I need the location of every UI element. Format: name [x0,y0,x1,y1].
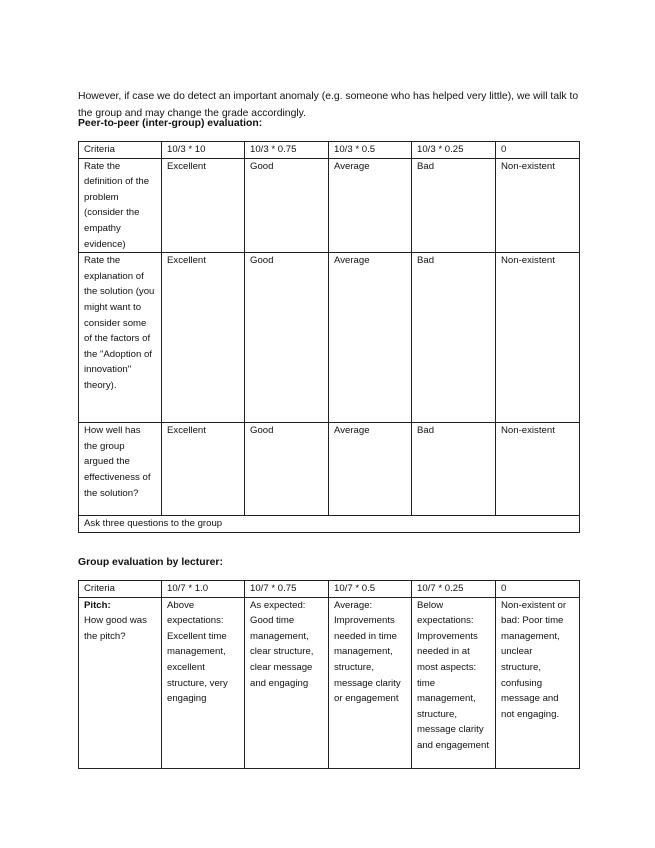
ask-questions-cell: Ask three questions to the group [79,516,580,533]
peer-evaluation-table [78,141,580,533]
peer-evaluation-heading: Peer-to-peer (inter-group) evaluation: [78,118,263,129]
table-cell: Below expectations: Improvements needed in at most aspects: time management, structure, message clarity and engagement [412,597,496,768]
column-header: Criteria [79,142,162,159]
table-cell: Non-existent [496,158,580,253]
column-header: 10/7 * 0.75 [245,581,329,598]
column-header: 10/3 * 10 [162,142,245,159]
column-header: 10/3 * 0.25 [412,142,496,159]
column-header: 10/3 * 0.75 [245,142,329,159]
table-header-row [79,142,580,159]
table-cell: Excellent [162,253,245,423]
column-header: Criteria [79,581,162,598]
table-header-row [79,581,580,598]
criteria-text: How good was the pitch? [84,615,147,642]
table-row [79,158,580,253]
lecturer-evaluation-heading: Group evaluation by lecturer: [78,557,223,568]
column-header: 0 [496,142,580,159]
table-cell: Average [329,158,412,253]
table-cell: As expected: Good time management, clear structure, clear message and engaging [245,597,329,768]
column-header: 10/7 * 0.5 [329,581,412,598]
table-row [79,423,580,516]
column-header: 10/3 * 0.5 [329,142,412,159]
criteria-cell: How well has the group argued the effectiveness of the solution? [79,423,162,516]
table-cell: Average: Improvements needed in time management, structure, message clarity or engagement [329,597,412,768]
column-header: 10/7 * 0.25 [412,581,496,598]
criteria-cell [79,597,162,768]
table-cell: Good [245,253,329,423]
intro-paragraph: However, if case we do detect an important anomaly (e.g. someone who has helped very little), we will talk to the group and may change the grade accordingly. [78,91,579,120]
criteria-cell: Rate the definition of the problem (consider the empathy evidence) [79,158,162,253]
lecturer-evaluation-table [78,580,580,769]
criteria-cell: Rate the explanation of the solution (you might want to consider some of the factors of the "Adoption of innovation" theory). [79,253,162,423]
column-header: 10/7 * 1.0 [162,581,245,598]
table-cell: Non-existent [496,423,580,516]
table-cell: Good [245,158,329,253]
table-row [79,253,580,423]
table-cell: Non-existent [496,253,580,423]
column-header: 0 [496,581,580,598]
table-cell: Average [329,253,412,423]
criteria-title: Pitch: [84,599,111,611]
table-cell: Non-existent or bad: Poor time management, unclear structure, confusing message and not engaging. [496,597,580,768]
table-cell: Excellent [162,158,245,253]
table-cell: Bad [412,423,496,516]
table-cell: Bad [412,158,496,253]
table-cell: Good [245,423,329,516]
table-cell: Average [329,423,412,516]
table-cell: Above expectations: Excellent time management, excellent structure, very engaging [162,597,245,768]
table-footer-row [79,516,580,533]
table-cell: Bad [412,253,496,423]
table-row [79,597,580,768]
table-cell: Excellent [162,423,245,516]
